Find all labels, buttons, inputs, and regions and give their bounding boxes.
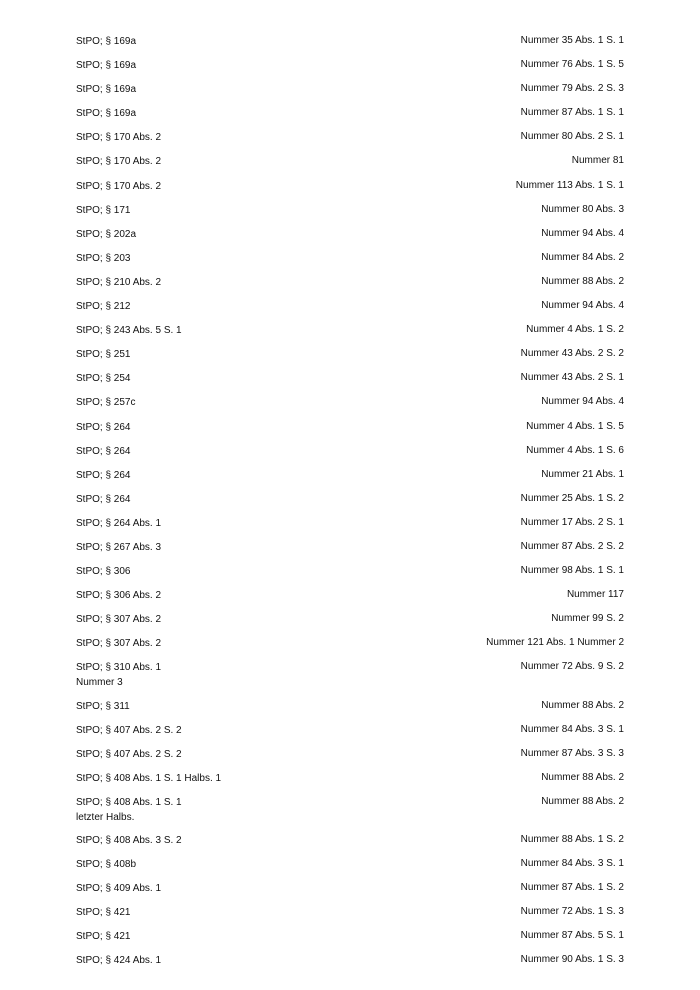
index-row xyxy=(76,420,624,435)
index-row xyxy=(76,636,624,651)
index-row xyxy=(76,275,624,290)
statute-reference xyxy=(76,699,236,714)
index-row xyxy=(76,747,624,762)
statute-reference-line: StPO; § 170 Abs. 2 xyxy=(76,132,162,144)
index-row xyxy=(76,588,624,603)
statute-reference-line: letzter Halbs. xyxy=(76,811,135,823)
entry-reference: Nummer 72 Abs. 1 S. 3 xyxy=(520,906,624,918)
statute-reference xyxy=(76,636,236,651)
entry-reference: Nummer 25 Abs. 1 S. 2 xyxy=(520,492,624,504)
statute-reference xyxy=(76,395,236,410)
index-row xyxy=(76,58,624,73)
statute-reference xyxy=(76,795,236,825)
index-row xyxy=(76,371,624,386)
statute-reference-line: StPO; § 171 xyxy=(76,204,131,216)
entry-reference: Nummer 80 Abs. 3 xyxy=(541,203,624,215)
statute-reference-line: StPO; § 169a xyxy=(76,108,137,120)
index-row xyxy=(76,154,624,169)
index-row xyxy=(76,723,624,738)
statute-reference-line: StPO; § 169a xyxy=(76,84,137,96)
statute-reference-line: StPO; § 257c xyxy=(76,397,136,409)
statute-reference xyxy=(76,106,236,121)
index-row xyxy=(76,540,624,555)
statute-reference-line: StPO; § 408 Abs. 1 S. 1 Halbs. 1 xyxy=(76,772,222,784)
statute-reference xyxy=(76,540,236,555)
statute-reference-line: StPO; § 212 xyxy=(76,301,131,313)
entry-reference: Nummer 4 Abs. 1 S. 2 xyxy=(526,324,624,336)
statute-reference xyxy=(76,564,236,579)
entry-reference: Nummer 94 Abs. 4 xyxy=(541,300,624,312)
statute-reference xyxy=(76,299,236,314)
statute-reference xyxy=(76,660,236,690)
entry-reference: Nummer 4 Abs. 1 S. 5 xyxy=(526,420,624,432)
statute-reference-line: StPO; § 306 xyxy=(76,566,131,578)
statute-reference xyxy=(76,857,236,872)
index-row xyxy=(76,106,624,121)
statute-reference xyxy=(76,58,236,73)
entry-reference: Nummer 99 S. 2 xyxy=(551,613,624,625)
entry-reference: Nummer 94 Abs. 4 xyxy=(541,227,624,239)
statute-reference xyxy=(76,516,236,531)
index-row xyxy=(76,227,624,242)
entry-reference: Nummer 87 Abs. 5 S. 1 xyxy=(520,930,624,942)
statute-reference-line: StPO; § 264 xyxy=(76,493,131,505)
index-row xyxy=(76,251,624,266)
statute-reference-line: StPO; § 170 Abs. 2 xyxy=(76,180,162,192)
statute-reference-line: StPO; § 243 Abs. 5 S. 1 xyxy=(76,325,182,337)
statute-reference-line: StPO; § 306 Abs. 2 xyxy=(76,590,162,602)
statute-reference-line: StPO; § 170 Abs. 2 xyxy=(76,156,162,168)
statute-reference xyxy=(76,929,236,944)
entry-reference: Nummer 88 Abs. 2 xyxy=(541,795,624,807)
index-row xyxy=(76,395,624,410)
statute-reference xyxy=(76,179,236,194)
index-row xyxy=(76,953,624,968)
entry-reference: Nummer 88 Abs. 2 xyxy=(541,275,624,287)
statute-reference-line: StPO; § 408 Abs. 1 S. 1 xyxy=(76,796,182,808)
index-row xyxy=(76,179,624,194)
index-row xyxy=(76,516,624,531)
index-row xyxy=(76,929,624,944)
entry-reference: Nummer 72 Abs. 9 S. 2 xyxy=(520,661,624,673)
statute-reference xyxy=(76,588,236,603)
statute-reference xyxy=(76,771,236,786)
statute-reference-line: StPO; § 202a xyxy=(76,228,137,240)
statute-reference xyxy=(76,612,236,627)
entry-reference: Nummer 79 Abs. 2 S. 3 xyxy=(520,83,624,95)
entry-reference: Nummer 88 Abs. 2 xyxy=(541,699,624,711)
statute-reference-line: Nummer 3 xyxy=(76,677,123,689)
statute-reference xyxy=(76,323,236,338)
statute-reference xyxy=(76,347,236,362)
statute-reference xyxy=(76,723,236,738)
statute-reference xyxy=(76,444,236,459)
statute-reference-line: StPO; § 267 Abs. 3 xyxy=(76,541,162,553)
index-row xyxy=(76,564,624,579)
statute-reference xyxy=(76,747,236,762)
index-row xyxy=(76,299,624,314)
statute-reference-line: StPO; § 307 Abs. 2 xyxy=(76,614,162,626)
statute-reference xyxy=(76,953,236,968)
entry-reference: Nummer 94 Abs. 4 xyxy=(541,396,624,408)
entry-reference: Nummer 117 xyxy=(566,589,624,601)
statute-reference xyxy=(76,881,236,896)
index-list xyxy=(76,34,624,978)
statute-reference-line: StPO; § 421 xyxy=(76,907,131,919)
statute-reference xyxy=(76,420,236,435)
statute-reference-line: StPO; § 169a xyxy=(76,60,137,72)
statute-reference-line: StPO; § 310 Abs. 1 xyxy=(76,662,162,674)
statute-reference xyxy=(76,492,236,507)
statute-reference xyxy=(76,905,236,920)
entry-reference: Nummer 84 Abs. 3 S. 1 xyxy=(520,723,624,735)
statute-reference-line: StPO; § 424 Abs. 1 xyxy=(76,955,162,967)
statute-reference xyxy=(76,251,236,266)
entry-reference: Nummer 81 xyxy=(571,155,624,167)
statute-reference-line: StPO; § 210 Abs. 2 xyxy=(76,276,162,288)
statute-reference xyxy=(76,468,236,483)
statute-reference-line: StPO; § 407 Abs. 2 S. 2 xyxy=(76,724,182,736)
index-row xyxy=(76,492,624,507)
index-row xyxy=(76,34,624,49)
entry-reference: Nummer 87 Abs. 2 S. 2 xyxy=(520,540,624,552)
statute-reference xyxy=(76,203,236,218)
index-row xyxy=(76,82,624,97)
index-row xyxy=(76,130,624,145)
statute-reference-line: StPO; § 264 xyxy=(76,421,131,433)
statute-reference xyxy=(76,275,236,290)
entry-reference: Nummer 43 Abs. 2 S. 2 xyxy=(520,348,624,360)
index-row xyxy=(76,833,624,848)
entry-reference: Nummer 98 Abs. 1 S. 1 xyxy=(520,565,624,577)
entry-reference: Nummer 80 Abs. 2 S. 1 xyxy=(520,131,624,143)
statute-reference xyxy=(76,154,236,169)
statute-reference-line: StPO; § 408 Abs. 3 S. 2 xyxy=(76,835,182,846)
entry-reference: Nummer 88 Abs. 1 S. 2 xyxy=(520,834,624,845)
entry-reference: Nummer 87 Abs. 1 S. 1 xyxy=(520,107,624,119)
entry-reference: Nummer 113 Abs. 1 S. 1 xyxy=(515,179,624,191)
statute-reference-line: StPO; § 254 xyxy=(76,373,131,385)
index-row xyxy=(76,857,624,872)
statute-reference-line: StPO; § 251 xyxy=(76,349,131,361)
entry-reference: Nummer 43 Abs. 2 S. 1 xyxy=(520,372,624,384)
index-row xyxy=(76,444,624,459)
statute-reference xyxy=(76,82,236,97)
entry-reference: Nummer 35 Abs. 1 S. 1 xyxy=(520,35,624,46)
index-row xyxy=(76,699,624,714)
statute-reference xyxy=(76,833,236,848)
entry-reference: Nummer 90 Abs. 1 S. 3 xyxy=(520,954,624,966)
statute-reference-line: StPO; § 264 xyxy=(76,469,131,481)
index-row xyxy=(76,612,624,627)
entry-reference: Nummer 121 Abs. 1 Nummer 2 xyxy=(486,637,624,649)
index-row xyxy=(76,347,624,362)
entry-reference: Nummer 84 Abs. 3 S. 1 xyxy=(520,858,624,870)
index-row xyxy=(76,203,624,218)
statute-reference-line: StPO; § 408b xyxy=(76,859,137,871)
index-row xyxy=(76,468,624,483)
statute-reference-line: StPO; § 307 Abs. 2 xyxy=(76,638,162,650)
index-row xyxy=(76,795,624,825)
statute-reference xyxy=(76,371,236,386)
entry-reference: Nummer 17 Abs. 2 S. 1 xyxy=(520,516,624,528)
entry-reference: Nummer 76 Abs. 1 S. 5 xyxy=(520,59,624,71)
index-row xyxy=(76,323,624,338)
entry-reference: Nummer 88 Abs. 2 xyxy=(541,771,624,783)
statute-reference-line: StPO; § 169a xyxy=(76,36,137,47)
statute-reference-line: StPO; § 264 Abs. 1 xyxy=(76,517,162,529)
statute-reference-line: StPO; § 407 Abs. 2 S. 2 xyxy=(76,748,182,760)
statute-reference xyxy=(76,130,236,145)
index-row xyxy=(76,881,624,896)
index-row xyxy=(76,660,624,690)
statute-reference-line: StPO; § 203 xyxy=(76,252,131,264)
statute-reference-line: StPO; § 421 xyxy=(76,931,131,943)
statute-reference-line: StPO; § 264 xyxy=(76,445,131,457)
statute-reference-line: StPO; § 311 xyxy=(76,700,130,712)
statute-reference xyxy=(76,34,236,49)
statute-reference xyxy=(76,227,236,242)
entry-reference: Nummer 4 Abs. 1 S. 6 xyxy=(526,444,624,456)
index-row xyxy=(76,771,624,786)
statute-reference-line: StPO; § 409 Abs. 1 xyxy=(76,883,162,895)
entry-reference: Nummer 87 Abs. 1 S. 2 xyxy=(520,882,624,894)
index-row xyxy=(76,905,624,920)
entry-reference: Nummer 84 Abs. 2 xyxy=(541,251,624,263)
entry-reference: Nummer 87 Abs. 3 S. 3 xyxy=(520,747,624,759)
entry-reference: Nummer 21 Abs. 1 xyxy=(541,468,624,480)
